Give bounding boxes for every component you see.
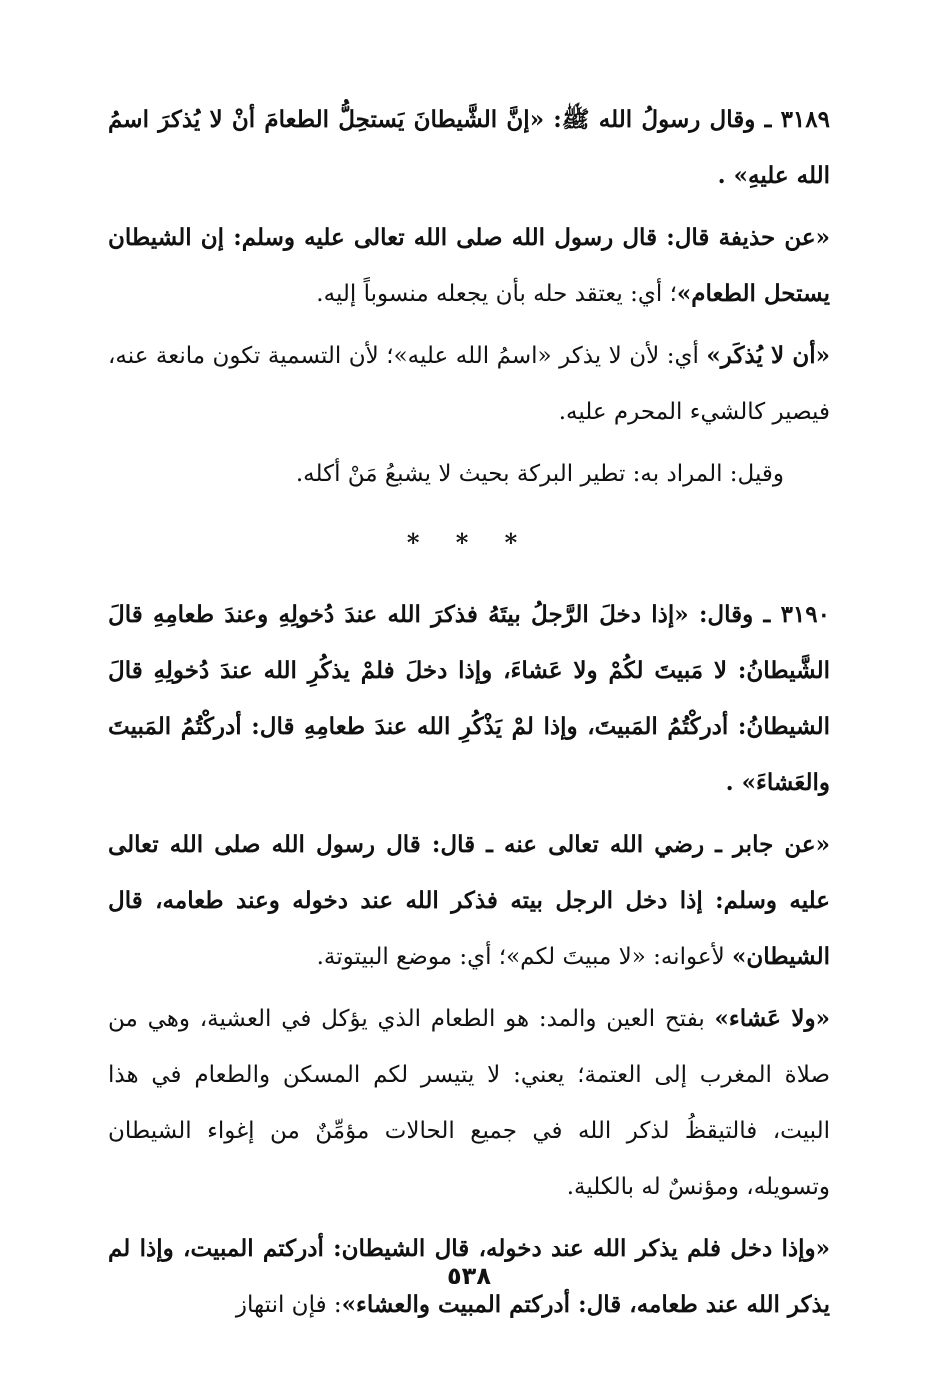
quoted-text: «وإذا دخل فلم يذكر الله عند دخوله، قال الشيطان: أدركتم المبيت، وإذا لم يذكر الله عند طعامه، قال: أدركتم المبيت والعشاء» xyxy=(108,1235,830,1318)
quoted-text: «عن حذيفة قال: قال رسول الله صلى الله تعالى عليه وسلم: إن الشيطان يستحل الطعام» xyxy=(108,224,830,307)
explanation-text: وقيل: المراد به: تطير البركة بحيث لا يشبعُ مَنْ أكله. xyxy=(295,461,784,487)
commentary-paragraph xyxy=(108,817,830,985)
hadith-3190: ٣١٩٠ ـ وقال: «إذا دخلَ الرَّجلُ بيتَهُ فذكرَ الله عندَ دُخولِهِ وعندَ طعامِهِ قالَ الشَّيطانُ: لا مَبيتَ لكُمْ ولا عَشاءَ، وإذا دخلَ فلمْ يذكُرِ الله عندَ دُخولِهِ قالَ الشيطانُ: أدركْتُمُ المَبيتَ، وإذا لمْ يَذْكُرِ الله عندَ طعامِهِ قال: أدركْتُمُ المَبيتَ والعَشاءَ» . xyxy=(108,601,830,796)
explanation-text: ؛ أي: يعتقد حله بأن يجعله منسوباً إليه. xyxy=(316,281,677,307)
quoted-text: «أن لا يُذكَر» xyxy=(706,342,831,369)
quoted-text: «عن جابر ـ رضي الله تعالى عنه ـ قال: قال رسول الله صلى الله تعالى عليه وسلم: إذا دخل الرجل بيته فذكر الله عند دخوله وعند طعامه، قال الشيطان» xyxy=(108,831,830,970)
commentary-paragraph xyxy=(108,446,830,502)
quoted-text: «ولا عَشاء» xyxy=(714,1005,831,1032)
commentary-paragraph xyxy=(108,210,830,322)
commentary-paragraph xyxy=(108,328,830,440)
explanation-text: : فإن انتهاز xyxy=(235,1292,342,1318)
explanation-text: أي: لأن لا يذكر «اسمُ الله عليه»؛ لأن التسمية تكون مانعة عنه، فيصير كالشيء المحرم عليه. xyxy=(108,343,830,425)
hadith-3189: ٣١٨٩ ـ وقال رسولُ الله ﷺ: «إنَّ الشَّيطانَ يَستحِلُّ الطعامَ أنْ لا يُذكرَ اسمُ الله عليهِ» . xyxy=(108,106,830,189)
page-number: ٥٣٨ xyxy=(447,1262,491,1290)
commentary-paragraph xyxy=(108,991,830,1215)
explanation-text: بفتح العين والمد: هو الطعام الذي يؤكل في العشية، وهي من صلاة المغرب إلى العتمة؛ يعني: لا يتيسر لكم المسكن والطعام في هذا البيت، فالتيقظُ لذكر الله في جميع الحالات مؤمِّنٌ من إغواء الشيطان وتسويله، ومؤنسٌ له بالكلية. xyxy=(108,1006,830,1200)
section-separator: * * * xyxy=(406,528,532,557)
page-body xyxy=(108,92,830,1333)
explanation-text: لأعوانه: «لا مبيتَ لكم»؛ أي: موضع البيتوتة. xyxy=(316,944,732,970)
